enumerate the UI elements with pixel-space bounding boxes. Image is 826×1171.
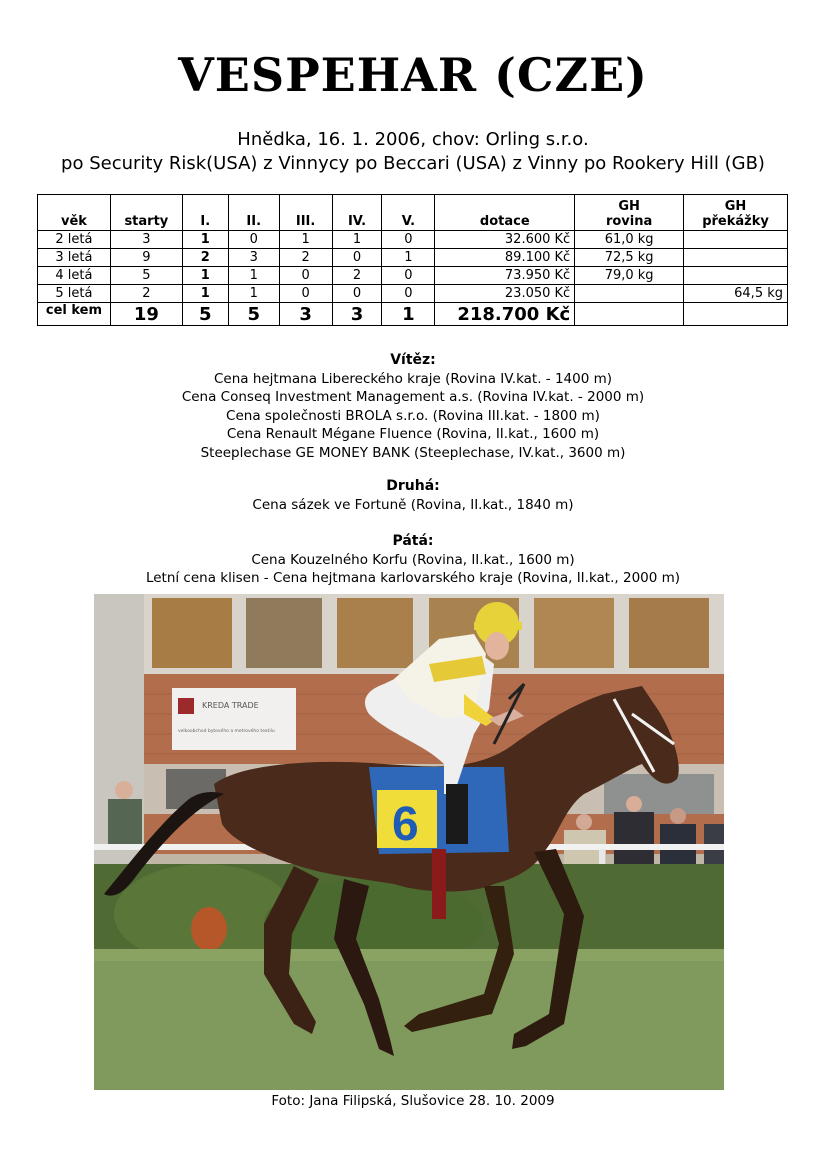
second-place-heading: Druhá:: [386, 478, 440, 494]
cell-age: 5 letá: [38, 285, 111, 303]
col-header-gh-flat: GH rovina: [575, 195, 684, 231]
fifth-place-section: [0, 532, 826, 588]
cell-age: 4 letá: [38, 267, 111, 285]
cell-first: 1: [182, 285, 228, 303]
cell-fourth: 2: [332, 267, 382, 285]
cell-third: 2: [279, 249, 332, 267]
cell-second: 1: [228, 267, 279, 285]
cell-total-starts: 19: [110, 303, 182, 326]
cell-fourth: 0: [332, 249, 382, 267]
cell-second: 0: [228, 231, 279, 249]
cell-fourth: 0: [332, 285, 382, 303]
cell-third: 0: [279, 267, 332, 285]
table-header-row: [38, 195, 788, 231]
cell-starts: 9: [110, 249, 182, 267]
cell-fifth: 0: [382, 285, 435, 303]
cell-first: 2: [182, 249, 228, 267]
cell-fifth: 0: [382, 231, 435, 249]
cell-total-gh-flat: [575, 303, 684, 326]
cell-prize: 23.050 Kč: [435, 285, 575, 303]
cell-gh-flat: 79,0 kg: [575, 267, 684, 285]
horse-photo: [94, 594, 724, 1090]
winner-heading: Vítěz:: [390, 352, 436, 368]
cell-total-fifth: 1: [382, 303, 435, 326]
cell-starts: 2: [110, 285, 182, 303]
cell-first: 1: [182, 231, 228, 249]
sign-brand-text: KREDA TRADE: [202, 701, 259, 710]
fifth-place-heading: Pátá:: [392, 533, 434, 549]
table-row: [38, 249, 788, 267]
winner-section: [0, 351, 826, 462]
cell-third: 0: [279, 285, 332, 303]
col-header-starts: starty: [110, 195, 182, 231]
col-header-gh-jump: GH překážky: [684, 195, 788, 231]
cell-starts: 5: [110, 267, 182, 285]
sponsor-sign: [172, 688, 296, 750]
cell-total-gh-jump: [684, 303, 788, 326]
cell-gh-jump: [684, 267, 788, 285]
second-place-section: [0, 477, 826, 514]
cell-age: 2 letá: [38, 231, 111, 249]
cell-prize: 32.600 Kč: [435, 231, 575, 249]
cell-gh-jump: [684, 231, 788, 249]
col-header-first: I.: [182, 195, 228, 231]
col-header-second: II.: [228, 195, 279, 231]
list-item: Cena sázek ve Fortuně (Rovina, II.kat., 1840 m): [252, 496, 574, 513]
col-header-fourth: IV.: [332, 195, 382, 231]
pedigree-line: po Security Risk(USA) z Vinnycy po Beccari (USA) z Vinny po Rookery Hill (GB): [61, 153, 765, 174]
photo-caption: Foto: Jana Filipská, Slušovice 28. 10. 2009: [271, 1093, 555, 1109]
col-header-fifth: V.: [382, 195, 435, 231]
list-item: Cena Renault Mégane Fluence (Rovina, II.kat., 1600 m): [226, 426, 600, 442]
cell-fifth: 1: [382, 249, 435, 267]
table-row: [38, 285, 788, 303]
cell-total-first: 5: [182, 303, 228, 326]
cell-gh-flat: 72,5 kg: [575, 249, 684, 267]
cell-second: 1: [228, 285, 279, 303]
cell-gh-flat: 61,0 kg: [575, 231, 684, 249]
cell-age: 3 letá: [38, 249, 111, 267]
cell-second: 3: [228, 249, 279, 267]
saddle-number: 6: [392, 798, 419, 851]
table-total-row: [38, 303, 788, 326]
horse-info-line: Hnědka, 16. 1. 2006, chov: Orling s.r.o.: [237, 129, 589, 150]
col-header-prize: dotace: [435, 195, 575, 231]
cell-first: 1: [182, 267, 228, 285]
cell-total-label: cel kem: [38, 303, 111, 326]
cell-third: 1: [279, 231, 332, 249]
horse-name-title: VESPEHAR (CZE): [178, 48, 648, 102]
cell-prize: 89.100 Kč: [435, 249, 575, 267]
list-item: Cena společnosti BROLA s.r.o. (Rovina III.kat. - 1800 m): [226, 407, 600, 424]
list-item: Cena Kouzelného Korfu (Rovina, II.kat., 1600 m): [251, 551, 575, 568]
list-item: Cena hejtmana Libereckého kraje (Rovina IV.kat. - 1400 m): [213, 370, 613, 387]
list-item: Letní cena klisen - Cena hejtmana karlovarského kraje (Rovina, II.kat., 2000 m): [145, 570, 681, 586]
race-stats-table: [37, 194, 788, 326]
cell-fourth: 1: [332, 231, 382, 249]
list-item: Cena Conseq Investment Management a.s. (Rovina IV.kat. - 2000 m): [181, 389, 645, 405]
cell-gh-jump: [684, 249, 788, 267]
col-header-third: III.: [279, 195, 332, 231]
table-row: [38, 267, 788, 285]
cell-prize: 73.950 Kč: [435, 267, 575, 285]
col-header-age: věk: [38, 195, 111, 231]
list-item: Steeplechase GE MONEY BANK (Steeplechase, IV.kat., 3600 m): [200, 444, 626, 461]
cell-gh-jump: 64,5 kg: [684, 285, 788, 303]
cell-total-second: 5: [228, 303, 279, 326]
table-row: [38, 231, 788, 249]
sign-subtext: velkoobchod bytového a metrového textilu: [178, 729, 275, 734]
cell-total-fourth: 3: [332, 303, 382, 326]
cell-gh-flat: [575, 285, 684, 303]
cell-starts: 3: [110, 231, 182, 249]
cell-total-prize: 218.700 Kč: [435, 303, 575, 326]
cell-fifth: 0: [382, 267, 435, 285]
cell-total-third: 3: [279, 303, 332, 326]
